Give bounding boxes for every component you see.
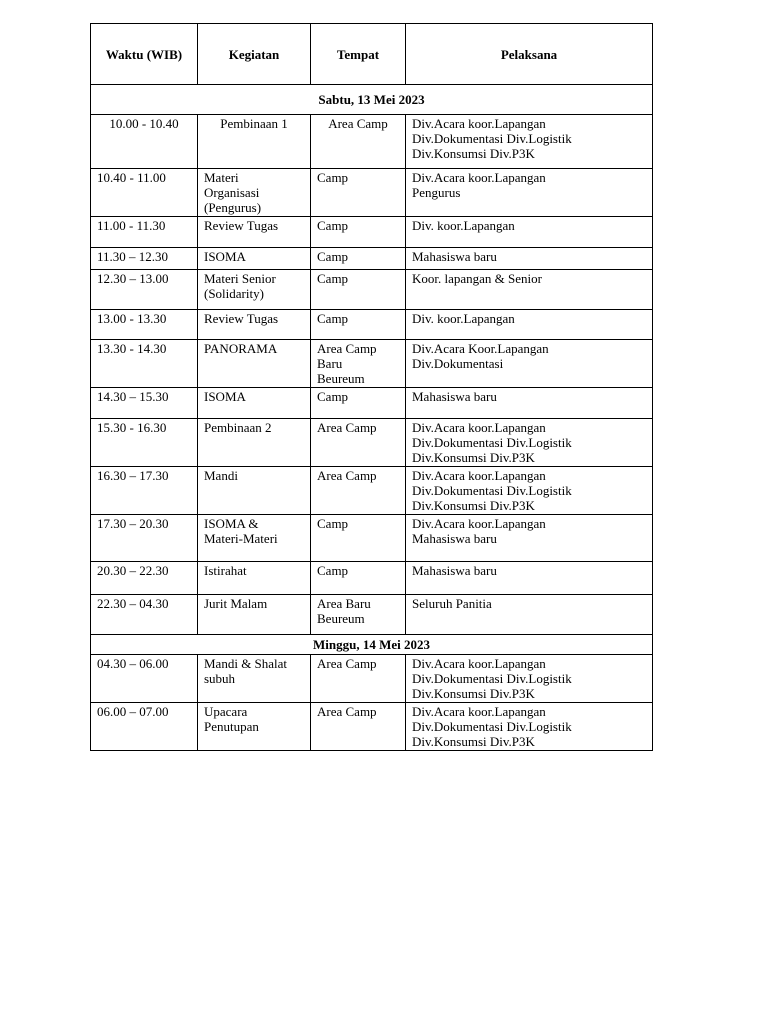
place-cell-line: Area Camp <box>317 468 377 483</box>
place-cell-line: Camp <box>317 516 349 531</box>
time-cell: 13.00 - 13.30 <box>91 310 198 340</box>
table-row <box>91 270 653 310</box>
activity-cell-line: Materi Senior <box>204 271 276 286</box>
table-row <box>91 115 653 169</box>
section-title: Sabtu, 13 Mei 2023 <box>91 85 653 115</box>
table-row <box>91 467 653 515</box>
activity-cell <box>198 217 311 248</box>
executor-cell-line: Div.Dokumentasi <box>412 356 504 371</box>
place-cell-line: Area Baru <box>317 596 371 611</box>
activity-cell-line: Istirahat <box>204 563 247 578</box>
activity-cell-line: PANORAMA <box>204 341 278 356</box>
activity-cell-line: Review Tugas <box>204 218 279 233</box>
section-title: Minggu, 14 Mei 2023 <box>91 635 653 655</box>
place-cell <box>311 562 406 595</box>
place-cell-line: Beureum <box>317 611 365 626</box>
place-cell-line: Camp <box>317 170 349 185</box>
table-row <box>91 419 653 467</box>
time-cell: 04.30 – 06.00 <box>91 655 198 703</box>
executor-cell-line: Div.Dokumentasi Div.Logistik <box>412 719 572 734</box>
executor-cell-line: Mahasiswa baru <box>412 563 497 578</box>
activity-cell-line: Mandi <box>204 468 238 483</box>
table-row <box>91 340 653 388</box>
activity-cell-line: Penutupan <box>204 719 259 734</box>
time-cell: 15.30 - 16.30 <box>91 419 198 467</box>
activity-cell <box>198 115 311 169</box>
activity-cell <box>198 562 311 595</box>
executor-cell-line: Div.Acara koor.Lapangan <box>412 656 546 671</box>
activity-cell-line: ISOMA & <box>204 516 259 531</box>
place-cell-line: Camp <box>317 249 349 264</box>
place-cell-line: Camp <box>317 218 349 233</box>
executor-cell-line: Div. koor.Lapangan <box>412 311 515 326</box>
executor-cell-line: Div.Dokumentasi Div.Logistik <box>412 671 572 686</box>
place-cell <box>311 595 406 635</box>
executor-cell-line: Div.Dokumentasi Div.Logistik <box>412 131 572 146</box>
time-cell: 17.30 – 20.30 <box>91 515 198 562</box>
place-cell <box>311 115 406 169</box>
time-cell: 11.30 – 12.30 <box>91 248 198 270</box>
place-cell <box>311 467 406 515</box>
activity-cell <box>198 310 311 340</box>
schedule-body <box>91 85 653 751</box>
time-cell: 10.40 - 11.00 <box>91 169 198 217</box>
table-row <box>91 655 653 703</box>
table-row <box>91 703 653 751</box>
place-cell <box>311 703 406 751</box>
place-cell <box>311 169 406 217</box>
activity-cell <box>198 388 311 419</box>
executor-cell <box>406 515 653 562</box>
place-cell <box>311 388 406 419</box>
time-cell: 20.30 – 22.30 <box>91 562 198 595</box>
place-cell-line: Area Camp <box>317 341 377 356</box>
table-row <box>91 310 653 340</box>
executor-cell <box>406 467 653 515</box>
activity-cell <box>198 340 311 388</box>
place-cell-line: Camp <box>317 563 349 578</box>
time-cell: 14.30 – 15.30 <box>91 388 198 419</box>
executor-cell-line: Pengurus <box>412 185 461 200</box>
executor-cell <box>406 115 653 169</box>
place-cell <box>311 515 406 562</box>
activity-cell <box>198 467 311 515</box>
place-cell-line: Camp <box>317 311 349 326</box>
executor-cell-line: Div.Acara koor.Lapangan <box>412 468 546 483</box>
header-row <box>91 24 653 85</box>
section-row <box>91 635 653 655</box>
executor-cell-line: Div.Dokumentasi Div.Logistik <box>412 435 572 450</box>
time-cell: 12.30 – 13.00 <box>91 270 198 310</box>
executor-cell-line: Mahasiswa baru <box>412 389 497 404</box>
table-row <box>91 169 653 217</box>
executor-cell-line: Div. koor.Lapangan <box>412 218 515 233</box>
place-cell <box>311 419 406 467</box>
time-cell: 16.30 – 17.30 <box>91 467 198 515</box>
table-row <box>91 562 653 595</box>
place-cell <box>311 248 406 270</box>
activity-cell-line: ISOMA <box>204 249 246 264</box>
executor-cell <box>406 595 653 635</box>
executor-cell <box>406 248 653 270</box>
header-activity: Kegiatan <box>198 24 311 85</box>
activity-cell <box>198 169 311 217</box>
time-cell: 22.30 – 04.30 <box>91 595 198 635</box>
activity-cell-line: Review Tugas <box>204 311 279 326</box>
time-cell: 10.00 - 10.40 <box>91 115 198 169</box>
executor-cell-line: Div.Acara koor.Lapangan <box>412 170 546 185</box>
executor-cell <box>406 310 653 340</box>
activity-cell <box>198 270 311 310</box>
executor-cell-line: Seluruh Panitia <box>412 596 492 611</box>
executor-cell-line: Div.Acara koor.Lapangan <box>412 116 546 131</box>
place-cell-line: Beureum <box>317 371 365 386</box>
executor-cell-line: Div.Konsumsi Div.P3K <box>412 498 535 513</box>
activity-cell <box>198 515 311 562</box>
place-cell <box>311 340 406 388</box>
table-row <box>91 515 653 562</box>
activity-cell-line: Materi-Materi <box>204 531 278 546</box>
activity-cell-line: Pembinaan 1 <box>220 116 288 131</box>
table-row <box>91 217 653 248</box>
activity-cell <box>198 655 311 703</box>
executor-cell <box>406 217 653 248</box>
place-cell <box>311 310 406 340</box>
place-cell-line: Camp <box>317 271 349 286</box>
executor-cell-line: Mahasiswa baru <box>412 531 497 546</box>
place-cell-line: Area Camp <box>328 116 388 131</box>
place-cell <box>311 217 406 248</box>
activity-cell <box>198 703 311 751</box>
table-row <box>91 388 653 419</box>
place-cell-line: Area Camp <box>317 420 377 435</box>
executor-cell-line: Div.Dokumentasi Div.Logistik <box>412 483 572 498</box>
activity-cell-line: Materi <box>204 170 239 185</box>
header-executor: Pelaksana <box>406 24 653 85</box>
executor-cell <box>406 419 653 467</box>
executor-cell <box>406 388 653 419</box>
executor-cell-line: Div.Acara Koor.Lapangan <box>412 341 549 356</box>
activity-cell-line: ISOMA <box>204 389 246 404</box>
place-cell-line: Area Camp <box>317 656 377 671</box>
activity-cell-line: Organisasi <box>204 185 260 200</box>
executor-cell-line: Div.Konsumsi Div.P3K <box>412 146 535 161</box>
executor-cell-line: Koor. lapangan & Senior <box>412 271 542 286</box>
schedule-table <box>90 23 653 751</box>
table-row <box>91 595 653 635</box>
executor-cell-line: Div.Acara koor.Lapangan <box>412 420 546 435</box>
executor-cell <box>406 655 653 703</box>
activity-cell-line: Pembinaan 2 <box>204 420 272 435</box>
activity-cell <box>198 248 311 270</box>
section-row <box>91 85 653 115</box>
header-place: Tempat <box>311 24 406 85</box>
place-cell-line: Camp <box>317 389 349 404</box>
time-cell: 06.00 – 07.00 <box>91 703 198 751</box>
executor-cell-line: Mahasiswa baru <box>412 249 497 264</box>
executor-cell-line: Div.Acara koor.Lapangan <box>412 704 546 719</box>
place-cell <box>311 655 406 703</box>
executor-cell-line: Div.Konsumsi Div.P3K <box>412 450 535 465</box>
executor-cell <box>406 270 653 310</box>
place-cell-line: Area Camp <box>317 704 377 719</box>
place-cell <box>311 270 406 310</box>
executor-cell-line: Div.Konsumsi Div.P3K <box>412 686 535 701</box>
activity-cell-line: (Pengurus) <box>204 200 262 215</box>
executor-cell <box>406 169 653 217</box>
executor-cell <box>406 340 653 388</box>
executor-cell <box>406 562 653 595</box>
executor-cell <box>406 703 653 751</box>
activity-cell-line: (Solidarity) <box>204 286 264 301</box>
executor-cell-line: Div.Konsumsi Div.P3K <box>412 734 535 749</box>
place-cell-line: Baru <box>317 356 343 371</box>
activity-cell <box>198 595 311 635</box>
table-row <box>91 248 653 270</box>
executor-cell-line: Div.Acara koor.Lapangan <box>412 516 546 531</box>
time-cell: 13.30 - 14.30 <box>91 340 198 388</box>
activity-cell-line: Upacara <box>204 704 248 719</box>
activity-cell-line: Jurit Malam <box>204 596 268 611</box>
time-cell: 11.00 - 11.30 <box>91 217 198 248</box>
activity-cell-line: Mandi & Shalat <box>204 656 288 671</box>
activity-cell-line: subuh <box>204 671 236 686</box>
activity-cell <box>198 419 311 467</box>
header-time: Waktu (WIB) <box>91 24 198 85</box>
